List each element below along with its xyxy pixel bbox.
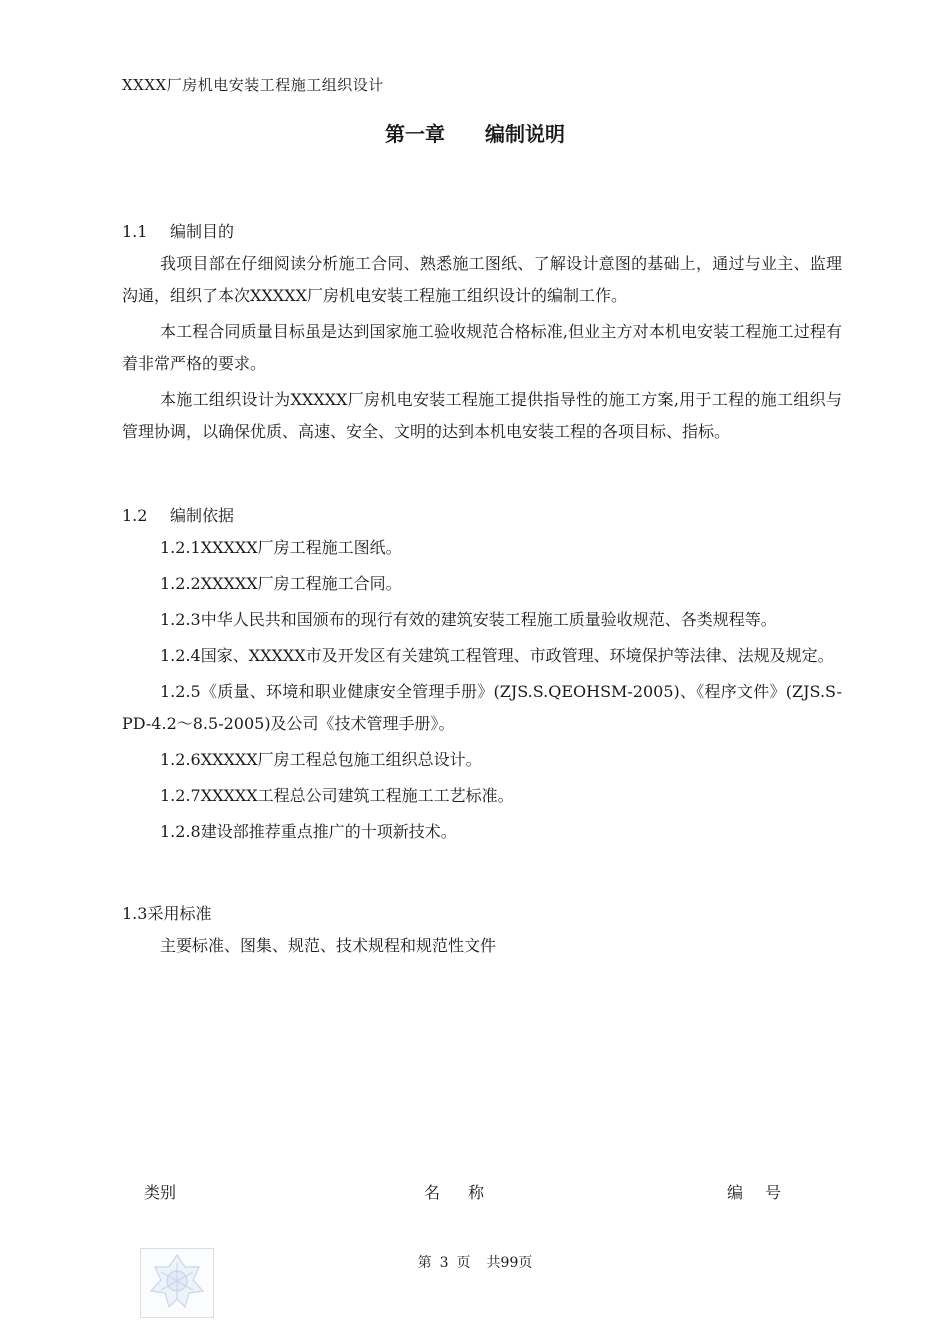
section-heading-1-2 (122, 500, 842, 532)
list-item: 1.2.7XXXXX工程总公司建筑工程施工工艺标准。 (160, 786, 514, 805)
section-number: 1.1 (122, 222, 148, 241)
list-item: 1.2.6XXXXX厂房工程总包施工组织总设计。 (160, 750, 482, 769)
list-item: 1.2.8建设部推荐重点推广的十项新技术。 (160, 822, 457, 841)
section-heading-1-3: 1.3采用标准 (122, 904, 212, 923)
section-number: 1.2 (122, 506, 148, 525)
section-title: 编制依据 (170, 506, 235, 525)
column-header-name: 名称 (424, 1183, 513, 1202)
list-item: 1.2.2XXXXX厂房工程施工合同。 (160, 574, 402, 593)
paragraph: 主要标准、图集、规范、技术规程和规范性文件 (160, 936, 497, 955)
total-pages: 共99页 (486, 1255, 533, 1271)
section-heading-1-1 (122, 216, 842, 248)
page-label-suffix: 页 (456, 1255, 471, 1271)
column-header-code: 编号 (727, 1183, 804, 1202)
document-body (122, 216, 842, 966)
chapter-title (0, 118, 950, 147)
page-number: 3 (439, 1255, 449, 1271)
section-title: 编制目的 (170, 222, 235, 241)
list-item: 1.2.5《质量、环境和职业健康安全管理手册》(ZJS.S.QEOHSM-2005)、《程序文件》(ZJS.S-PD-4.2～8.5-2005)及公司《技术管理手册》。 (122, 682, 842, 733)
list-item: 1.2.4国家、XXXXX市及开发区有关建筑工程管理、市政管理、环境保护等法律、法规及规定。 (160, 646, 834, 665)
paragraph: 本工程合同质量目标虽是达到国家施工验收规范合格标准,但业主方对本机电安装工程施工过程有着非常严格的要求。 (122, 322, 842, 373)
paragraph: 我项目部在仔细阅读分析施工合同、熟悉施工图纸、了解设计意图的基础上，通过与业主、监理沟通，组织了本次XXXXX厂房机电安装工程施工组织设计的编制工作。 (122, 254, 842, 305)
column-header-category: 类别 (144, 1183, 177, 1202)
page-header: XXXX厂房机电安装工程施工组织设计 (122, 76, 384, 94)
page-footer (0, 1252, 950, 1272)
chapter-name: 编制说明 (485, 122, 565, 146)
chapter-number: 第一章 (385, 122, 445, 146)
paragraph: 本施工组织设计为XXXXX厂房机电安装工程施工提供指导性的施工方案,用于工程的施工组织与管理协调，以确保优质、高速、安全、文明的达到本机电安装工程的各项目标、指标。 (122, 390, 842, 441)
page-label-prefix: 第 (417, 1255, 432, 1271)
list-item: 1.2.3中华人民共和国颁布的现行有效的建筑安装工程施工质量验收规范、各类规程等。 (160, 610, 777, 629)
list-item: 1.2.1XXXXX厂房工程施工图纸。 (160, 538, 402, 557)
